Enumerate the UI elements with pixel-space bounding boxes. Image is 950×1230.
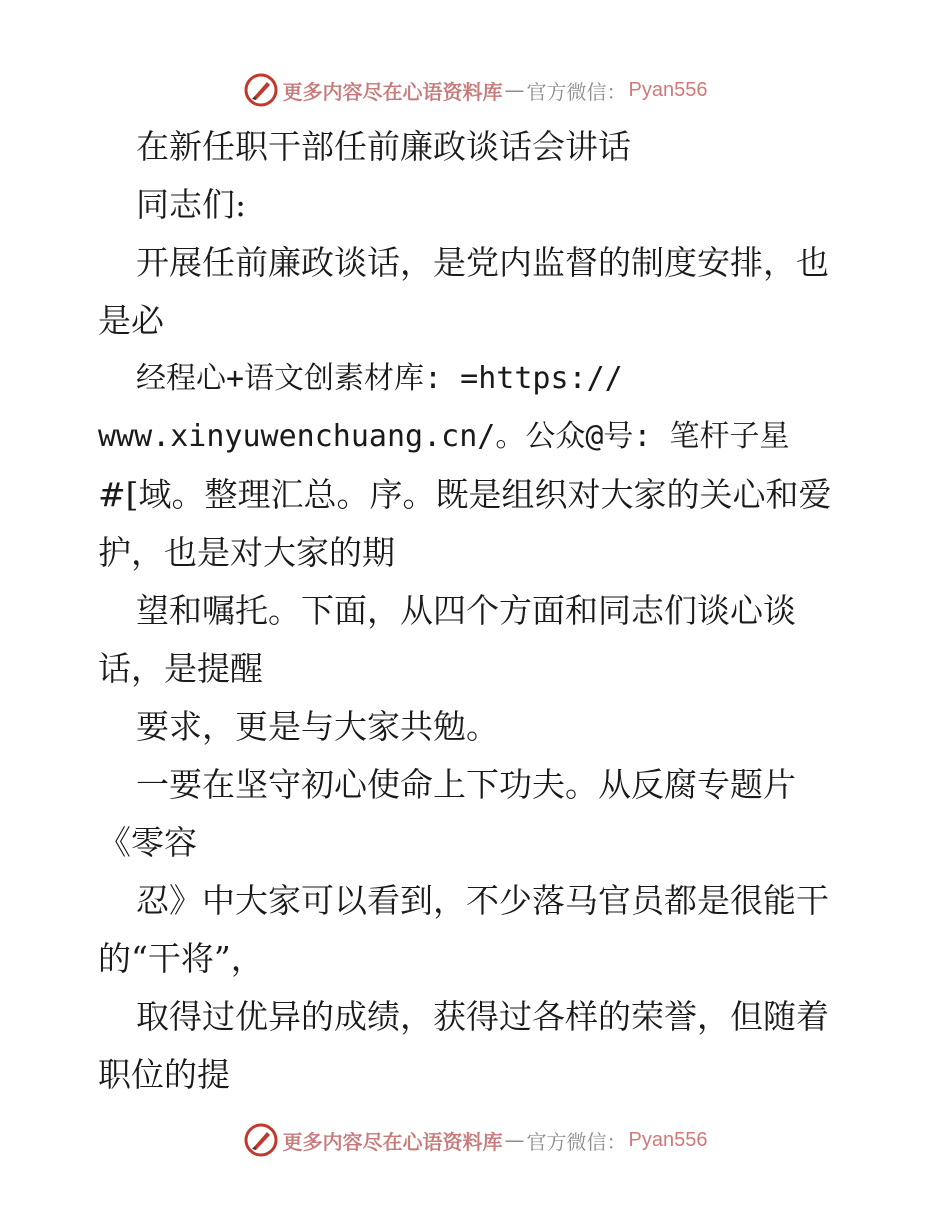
brand-logo-icon [243,72,279,108]
paragraph-line: 的“干将”， [98,939,264,978]
paragraph-line: 职位的提 [98,1055,230,1094]
banner-wechat-id: Pyan556 [628,1128,708,1151]
paragraph-line: 取得过优异的成绩，获得过各样的荣誉，但随着 [136,997,829,1036]
paragraph-line: www.xinyuwenchuang.cn/。公众@号: 笔杆子星 [98,419,790,454]
brand-logo-icon [243,1122,279,1158]
paragraph-line: #[域。整理汇总。序。既是组织对大家的关心和爱 [98,475,832,514]
banner-wechat-label: 官方微信： [526,79,627,104]
paragraph-line: 忍》中大家可以看到，不少落马官员都是很能干 [136,881,829,920]
banner-wechat-label: 官方微信： [526,1129,627,1154]
paragraph-line: 是必 [98,301,164,340]
salutation: 同志们: [136,185,247,224]
banner-text: 更多内容尽在心语资料库 [282,79,503,104]
banner-wechat-id: Pyan556 [628,78,708,101]
paragraph-line: 开展任前廉政谈话，是党内监督的制度安排，也 [136,243,829,282]
header-watermark-banner [0,68,950,112]
footer-watermark-banner [0,1118,950,1162]
paragraph-line: 经程心+语文创素材库: =https:// [136,361,623,396]
paragraph-line: 一要在坚守初心使命上下功夫。从反腐专题片 [136,765,796,804]
paragraph-line: 《零容 [98,823,197,862]
banner-separator: — [504,1128,525,1152]
banner-text: 更多内容尽在心语资料库 [282,1129,503,1154]
paragraph-line: 护，也是对大家的期 [98,533,395,572]
document-title: 在新任职干部任前廉政谈话会讲话 [136,127,631,166]
paragraph-line: 望和嘱托。下面，从四个方面和同志们谈心谈 [136,591,796,630]
paragraph-line: 话，是提醒 [98,649,263,688]
paragraph-line: 要求，更是与大家共勉。 [136,707,499,746]
document-body [98,118,858,1104]
banner-separator: — [504,78,525,102]
